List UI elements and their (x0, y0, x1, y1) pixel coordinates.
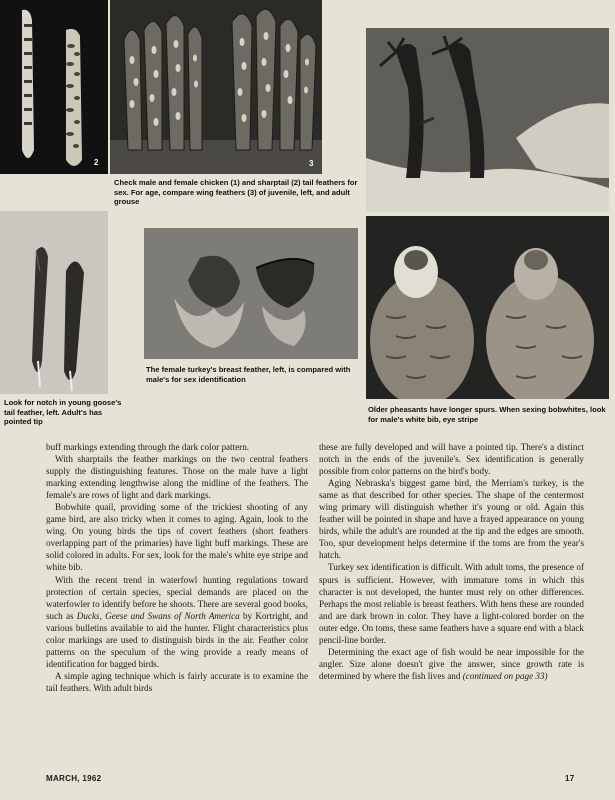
bobwhite-photo (366, 216, 609, 399)
goose-feathers-image (0, 211, 108, 394)
body-column-left (46, 441, 308, 694)
paragraph: Bobwhite quail, providing some of the trickiest shooting of any game bird, are also tricky when it comes to aging. Again, look to the wing. On young birds the tips of covert feathers (short feathers overlapping part of the primaries) have light buff markings. These are solid colored in adults. For sex, look for the male's white eye stripe and white bib. (46, 502, 308, 573)
paragraph (319, 646, 584, 682)
turkey-feathers-image (144, 228, 358, 359)
paragraph: these are fully developed and will have a pointed tip. There's a distinct notch in the ends of the juvenile's. Sex identification is generally possible from color patterns on the bird's body. (319, 442, 584, 477)
paragraph: Aging Nebraska's biggest game bird, the Merriam's turkey, is the same as that described for other species. The shape of the centermost wing primary will distinguish whether it's young or old. Again this feather will be pointed in shape and have a frayed appearance on young birds, while the adult's are rounded at the tip and the edges are smooth. Too, spur development helps determine if the toms are from the year's hatch. (319, 478, 584, 561)
paragraph-text: With the recent trend in waterfowl hunting regulations toward protection of certain species, special demands are placed on the waterfowler to identify before he shoots. There are several good books, such as (46, 574, 308, 621)
wing-feathers-photo (110, 0, 322, 174)
sharptail-caption: Check male and female chicken (1) and sharptail (2) tail feathers for sex. For age, compare wing feathers (3) of juvenile, left, and adult grouse (114, 178, 358, 207)
photo-number-2: 2 (94, 158, 99, 167)
issue-date: MARCH, 1962 (46, 774, 102, 783)
pheasant-caption: Older pheasants have longer spurs. When sexing bobwhites, look for male's white bib, eye stripe (368, 405, 606, 424)
page-number: 17 (565, 774, 575, 783)
book-title: Ducks, Geese and Swans of North America (76, 610, 240, 621)
tail-feathers-photo (0, 0, 108, 174)
paragraph (46, 574, 308, 670)
photo-number-3: 3 (309, 159, 314, 168)
paragraph: A simple aging technique which is fairly accurate is to examine the tail feathers. With adult birds (46, 670, 308, 693)
continued-note: (continued on page 33) (462, 670, 548, 681)
turkey-caption: The female turkey's breast feather, left, is compared with male's for sex identification (146, 365, 351, 384)
goose-caption: Look for notch in young goose's tail feather, left. Adult's has pointed tip (4, 398, 122, 427)
paragraph-text: by Kortright, and various bulletins available to aid the hunter. Flight characteristics plus color markings are used to distinguish birds in the air. Feather color patterns on the speculum of the wing provide a ready means of identification for bagged birds. (46, 610, 308, 669)
pheasant-spurs-photo (366, 28, 609, 212)
paragraph: buff markings extending through the dark color pattern. (46, 442, 250, 452)
tail-feathers-image (0, 0, 108, 174)
paragraph: With sharptails the feather markings on the two central feathers supply the distinguishing features. Those on the male have a light marking extending lengthwise along the midline of the feathers. The female's are rows of light and dark markings. (46, 454, 308, 501)
bobwhite-image (366, 216, 609, 399)
paragraph-text: Determining the exact age of fish would be near impossible for the angler. Size alone doesn't give the answer, since growth rate is determined by where the fish lives and (319, 646, 584, 681)
wing-feathers-image (110, 0, 322, 174)
turkey-feathers-photo (144, 228, 358, 359)
body-column-right (319, 441, 584, 682)
pheasant-spurs-image (366, 28, 609, 212)
paragraph: Turkey sex identification is difficult. With adult toms, the presence of spurs is sufficient. However, with immature toms in which this character is not developed, the hunter must rely on other differences. Perhaps the most reliable is breast feathers. With hens these are rounded and are dark brown in color. They have a light-colored border on the outer edge. On toms, these same feathers have a square end with a black pencil-line border. (319, 562, 584, 645)
goose-feathers-photo (0, 211, 108, 394)
